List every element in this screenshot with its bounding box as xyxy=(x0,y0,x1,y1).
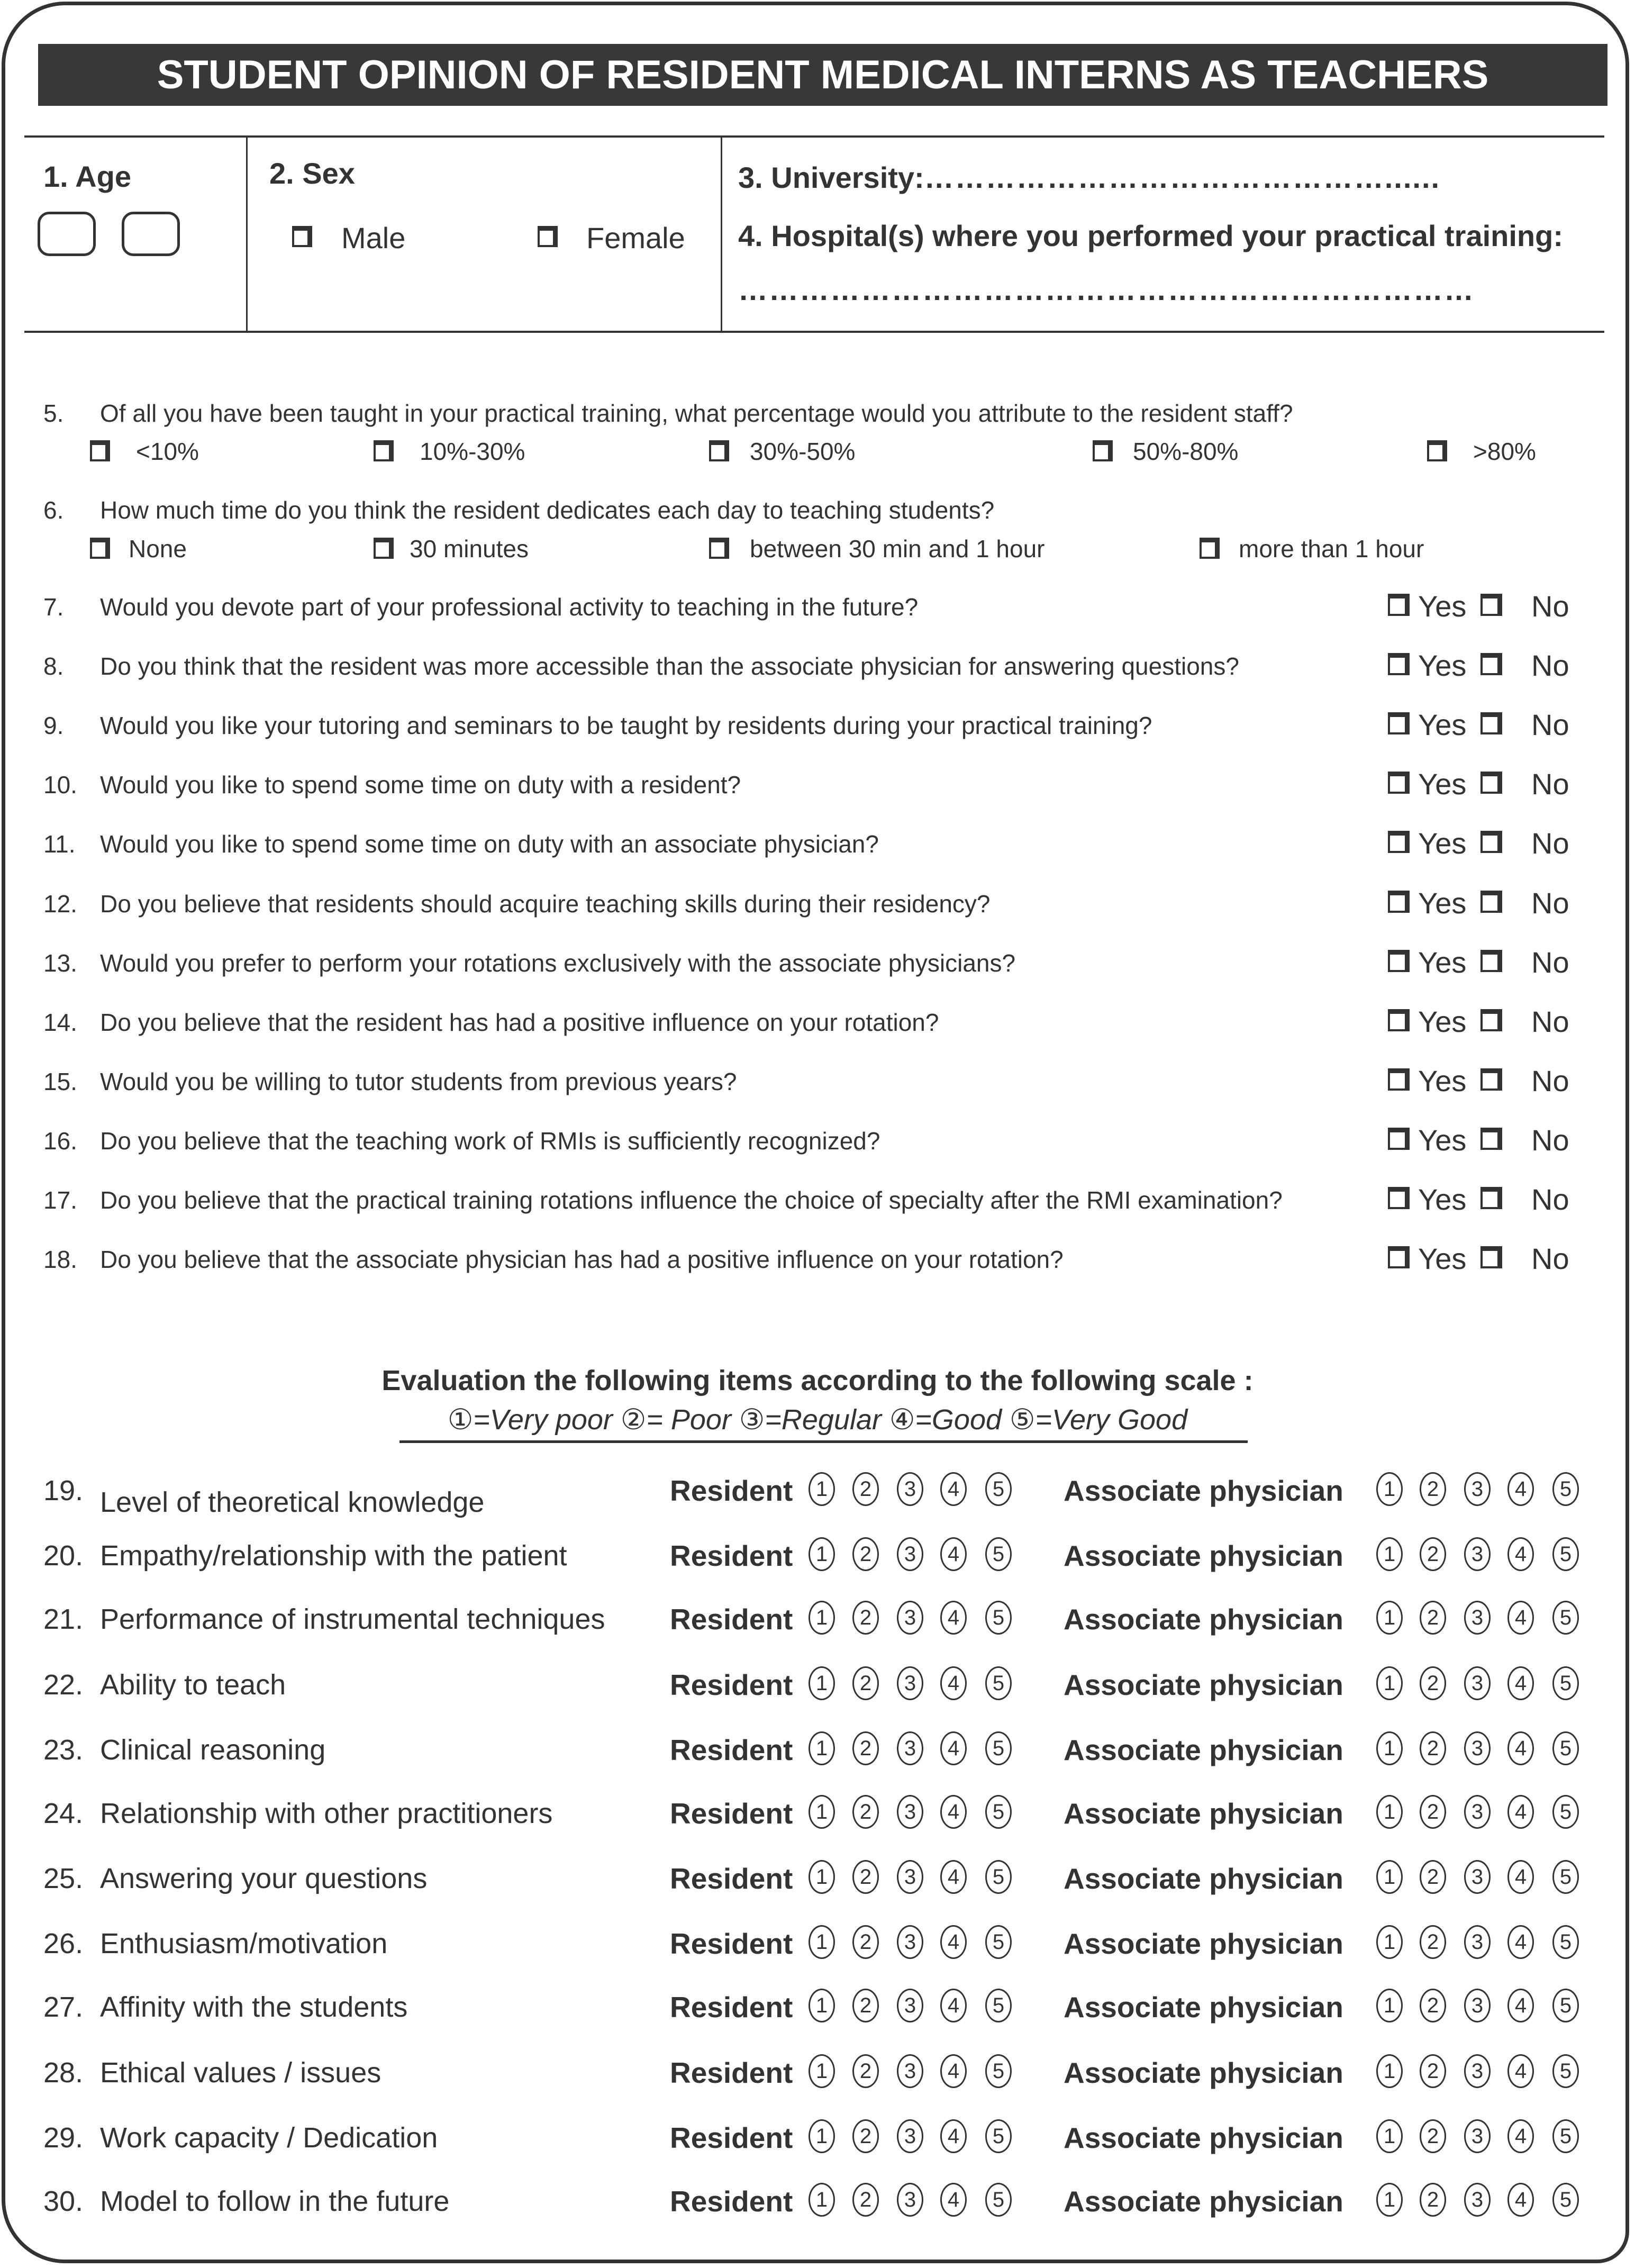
item27-resident-rating-2[interactable]: 2 xyxy=(852,1989,879,2022)
q7-yes-checkbox[interactable] xyxy=(1388,594,1410,616)
item29-associate-label: Associate physician xyxy=(1064,2121,1343,2154)
item20-resident-label: Resident xyxy=(670,1539,793,1572)
item19-associate-rating-1[interactable]: 1 xyxy=(1376,1472,1403,1506)
item30-number: 30. xyxy=(43,2185,84,2217)
q15-no-checkbox[interactable] xyxy=(1480,1068,1502,1091)
item19-resident-rating-4[interactable]: 4 xyxy=(940,1472,967,1506)
item29-text: Work capacity / Dedication xyxy=(100,2122,438,2154)
item19-resident-label: Resident xyxy=(670,1474,793,1507)
q6-option-3-checkbox[interactable] xyxy=(709,538,729,559)
item22-resident-label: Resident xyxy=(670,1668,793,1701)
q16-yes-label: Yes xyxy=(1418,1123,1467,1157)
item28-text: Ethical values / issues xyxy=(100,2057,382,2089)
q6-option-4-label: more than 1 hour xyxy=(1239,535,1424,563)
sex-label: 2. Sex xyxy=(269,157,355,190)
q5-option-3-checkbox[interactable] xyxy=(709,440,729,461)
item23-associate-rating-5[interactable]: 5 xyxy=(1552,1731,1579,1765)
item22-text: Ability to teach xyxy=(100,1669,286,1701)
hospital-label: 4. Hospital(s) where you performed your practical training: xyxy=(738,219,1563,252)
item27-associate-rating-1[interactable]: 1 xyxy=(1376,1989,1403,2022)
q16-no-checkbox[interactable] xyxy=(1480,1128,1502,1150)
q10-yes-checkbox[interactable] xyxy=(1388,772,1410,794)
item26-text: Enthusiasm/motivation xyxy=(100,1928,388,1959)
item21-resident-label: Resident xyxy=(670,1603,793,1636)
item21-text: Performance of instrumental techniques xyxy=(100,1603,605,1635)
item20-associate-rating-1[interactable]: 1 xyxy=(1376,1537,1403,1571)
item29-associate-rating-4[interactable]: 4 xyxy=(1507,2119,1534,2153)
q12-no-label: No xyxy=(1531,886,1569,920)
item20-resident-rating-3[interactable]: 3 xyxy=(897,1537,923,1571)
q9-no-label: No xyxy=(1531,708,1569,741)
item21-resident-rating-4[interactable]: 4 xyxy=(940,1601,967,1635)
q8-no-label: No xyxy=(1531,649,1569,682)
item24-associate-rating-4[interactable]: 4 xyxy=(1507,1795,1534,1829)
item24-associate-rating-3[interactable]: 3 xyxy=(1464,1795,1491,1829)
university-label: 3. University: xyxy=(738,161,924,194)
q13-number: 13. xyxy=(43,949,77,977)
item27-associate-label: Associate physician xyxy=(1064,1991,1343,2024)
item22-resident-rating-5[interactable]: 5 xyxy=(985,1666,1012,1700)
q13-no-checkbox[interactable] xyxy=(1480,950,1502,972)
item29-resident-rating-2[interactable]: 2 xyxy=(852,2119,879,2153)
q8-yes-checkbox[interactable] xyxy=(1388,653,1410,675)
header-divider-1 xyxy=(246,137,248,331)
item26-associate-rating-1[interactable]: 1 xyxy=(1376,1925,1403,1959)
q13-text: Would you prefer to perform your rotations exclusively with the associate physicians? xyxy=(100,949,1016,977)
item25-resident-rating-1[interactable]: 1 xyxy=(809,1860,835,1894)
item22-associate-label: Associate physician xyxy=(1064,1668,1343,1701)
item28-resident-rating-4[interactable]: 4 xyxy=(940,2054,967,2088)
item19-resident-rating-1[interactable]: 1 xyxy=(809,1472,835,1506)
item24-number: 24. xyxy=(43,1798,84,1829)
q6-option-3-label: between 30 min and 1 hour xyxy=(750,535,1045,563)
item21-resident-rating-3[interactable]: 3 xyxy=(897,1601,923,1635)
item29-resident-label: Resident xyxy=(670,2121,793,2154)
item30-associate-rating-4[interactable]: 4 xyxy=(1507,2183,1534,2217)
q5-option-1-checkbox[interactable] xyxy=(90,440,110,461)
item26-resident-rating-1[interactable]: 1 xyxy=(809,1925,835,1959)
item24-resident-rating-3[interactable]: 3 xyxy=(897,1795,923,1829)
item23-associate-rating-4[interactable]: 4 xyxy=(1507,1731,1534,1765)
q10-text: Would you like to spend some time on duty with a resident? xyxy=(100,771,741,799)
q16-number: 16. xyxy=(43,1127,77,1155)
item20-resident-rating-2[interactable]: 2 xyxy=(852,1537,879,1571)
item24-resident-rating-1[interactable]: 1 xyxy=(809,1795,835,1829)
age-digit-1-input[interactable] xyxy=(38,212,96,256)
item22-resident-rating-2[interactable]: 2 xyxy=(852,1666,879,1700)
item19-resident-rating-3[interactable]: 3 xyxy=(897,1472,923,1506)
item28-associate-rating-4[interactable]: 4 xyxy=(1507,2054,1534,2088)
q10-number: 10. xyxy=(43,771,77,799)
item22-number: 22. xyxy=(43,1669,84,1701)
item21-associate-rating-3[interactable]: 3 xyxy=(1464,1601,1491,1635)
item22-resident-rating-1[interactable]: 1 xyxy=(809,1666,835,1700)
item21-associate-label: Associate physician xyxy=(1064,1603,1343,1636)
item30-associate-rating-1[interactable]: 1 xyxy=(1376,2183,1403,2217)
item30-resident-rating-3[interactable]: 3 xyxy=(897,2183,923,2217)
item28-number: 28. xyxy=(43,2057,84,2089)
item26-resident-rating-2[interactable]: 2 xyxy=(852,1925,879,1959)
q5-option-2-checkbox[interactable] xyxy=(374,440,394,461)
item28-resident-rating-1[interactable]: 1 xyxy=(809,2054,835,2088)
item30-resident-rating-2[interactable]: 2 xyxy=(852,2183,879,2217)
item25-number: 25. xyxy=(43,1863,84,1894)
q7-number: 7. xyxy=(43,593,64,621)
hospital-input-leader[interactable]: ……………………………………………………………… xyxy=(738,273,1475,306)
q14-yes-checkbox[interactable] xyxy=(1388,1009,1410,1031)
q6-option-4-checkbox[interactable] xyxy=(1200,538,1220,559)
form-title: STUDENT OPINION OF RESIDENT MEDICAL INTERNS AS TEACHERS xyxy=(38,44,1607,106)
item20-resident-rating-5[interactable]: 5 xyxy=(985,1537,1012,1571)
q6-option-2-label: 30 minutes xyxy=(410,535,529,563)
item28-associate-rating-1[interactable]: 1 xyxy=(1376,2054,1403,2088)
q16-no-label: No xyxy=(1531,1123,1569,1157)
q9-no-checkbox[interactable] xyxy=(1480,712,1502,734)
q17-number: 17. xyxy=(43,1186,77,1214)
item20-associate-rating-4[interactable]: 4 xyxy=(1507,1537,1534,1571)
item19-number: 19. xyxy=(43,1475,84,1507)
item21-associate-rating-2[interactable]: 2 xyxy=(1420,1601,1446,1635)
item27-resident-label: Resident xyxy=(670,1991,793,2024)
q15-number: 15. xyxy=(43,1068,77,1095)
item24-associate-rating-2[interactable]: 2 xyxy=(1420,1795,1446,1829)
item20-associate-rating-5[interactable]: 5 xyxy=(1552,1537,1579,1571)
item29-associate-rating-5[interactable]: 5 xyxy=(1552,2119,1579,2153)
item24-resident-rating-2[interactable]: 2 xyxy=(852,1795,879,1829)
q13-yes-label: Yes xyxy=(1418,946,1467,979)
item28-resident-rating-5[interactable]: 5 xyxy=(985,2054,1012,2088)
q10-no-checkbox[interactable] xyxy=(1480,772,1502,794)
item27-text: Affinity with the students xyxy=(100,1991,408,2023)
q9-yes-label: Yes xyxy=(1418,708,1467,741)
item26-associate-rating-3[interactable]: 3 xyxy=(1464,1925,1491,1959)
item26-associate-rating-2[interactable]: 2 xyxy=(1420,1925,1446,1959)
q8-text: Do you think that the resident was more accessible than the associate physician for answering questions? xyxy=(100,652,1239,680)
item30-associate-rating-5[interactable]: 5 xyxy=(1552,2183,1579,2217)
item26-resident-rating-3[interactable]: 3 xyxy=(897,1925,923,1959)
q15-yes-label: Yes xyxy=(1418,1064,1467,1097)
item27-associate-rating-3[interactable]: 3 xyxy=(1464,1989,1491,2022)
q10-yes-label: Yes xyxy=(1418,767,1467,801)
q11-yes-label: Yes xyxy=(1418,827,1467,860)
item29-resident-rating-4[interactable]: 4 xyxy=(940,2119,967,2153)
item27-associate-rating-5[interactable]: 5 xyxy=(1552,1989,1579,2022)
university-leader: ………………………………………...... xyxy=(924,161,1441,194)
item24-associate-rating-1[interactable]: 1 xyxy=(1376,1795,1403,1829)
item21-associate-rating-5[interactable]: 5 xyxy=(1552,1601,1579,1635)
q11-no-checkbox[interactable] xyxy=(1480,831,1502,853)
q16-yes-checkbox[interactable] xyxy=(1388,1128,1410,1150)
q18-text: Do you believe that the associate physician has had a positive influence on your rotation? xyxy=(100,1246,1064,1273)
item25-associate-rating-1[interactable]: 1 xyxy=(1376,1860,1403,1894)
q5-number: 5. xyxy=(43,400,64,427)
item23-resident-rating-3[interactable]: 3 xyxy=(897,1731,923,1765)
item29-associate-rating-2[interactable]: 2 xyxy=(1420,2119,1446,2153)
item25-text: Answering your questions xyxy=(100,1863,428,1894)
item21-resident-rating-1[interactable]: 1 xyxy=(809,1601,835,1635)
q14-no-checkbox[interactable] xyxy=(1480,1009,1502,1031)
q14-no-label: No xyxy=(1531,1005,1569,1038)
item26-number: 26. xyxy=(43,1928,84,1959)
q7-text: Would you devote part of your professional activity to teaching in the future? xyxy=(100,593,919,621)
evaluation-heading: Evaluation the following items according to the following scale : xyxy=(382,1365,1254,1396)
age-digit-2-input[interactable] xyxy=(122,212,180,256)
item23-associate-rating-1[interactable]: 1 xyxy=(1376,1731,1403,1765)
item26-associate-rating-5[interactable]: 5 xyxy=(1552,1925,1579,1959)
q12-text: Do you believe that residents should acquire teaching skills during their residency? xyxy=(100,890,991,918)
item22-associate-rating-5[interactable]: 5 xyxy=(1552,1666,1579,1700)
item24-associate-rating-5[interactable]: 5 xyxy=(1552,1795,1579,1829)
item25-resident-rating-2[interactable]: 2 xyxy=(852,1860,879,1894)
item19-resident-rating-2[interactable]: 2 xyxy=(852,1472,879,1506)
q11-no-label: No xyxy=(1531,827,1569,860)
q5-option-4-checkbox[interactable] xyxy=(1093,440,1113,461)
item23-resident-rating-1[interactable]: 1 xyxy=(809,1731,835,1765)
item29-resident-rating-1[interactable]: 1 xyxy=(809,2119,835,2153)
item21-number: 21. xyxy=(43,1603,84,1635)
item28-associate-rating-2[interactable]: 2 xyxy=(1420,2054,1446,2088)
item29-associate-rating-1[interactable]: 1 xyxy=(1376,2119,1403,2153)
item20-associate-rating-2[interactable]: 2 xyxy=(1420,1537,1446,1571)
item25-resident-rating-5[interactable]: 5 xyxy=(985,1860,1012,1894)
q13-yes-checkbox[interactable] xyxy=(1388,950,1410,972)
q11-yes-checkbox[interactable] xyxy=(1388,831,1410,853)
item23-number: 23. xyxy=(43,1734,84,1766)
q16-text: Do you believe that the teaching work of RMIs is sufficiently recognized? xyxy=(100,1127,880,1155)
item30-associate-label: Associate physician xyxy=(1064,2185,1343,2218)
item25-resident-label: Resident xyxy=(670,1862,793,1895)
item27-resident-rating-4[interactable]: 4 xyxy=(940,1989,967,2022)
age-label: 1. Age xyxy=(43,160,131,193)
item29-number: 29. xyxy=(43,2122,84,2154)
item19-associate-rating-2[interactable]: 2 xyxy=(1420,1472,1446,1506)
q15-yes-checkbox[interactable] xyxy=(1388,1068,1410,1091)
item19-associate-rating-5[interactable]: 5 xyxy=(1552,1472,1579,1506)
q12-yes-checkbox[interactable] xyxy=(1388,891,1410,913)
q12-number: 12. xyxy=(43,890,77,918)
q6-option-1-label: None xyxy=(129,535,187,563)
q17-no-label: No xyxy=(1531,1183,1569,1216)
q14-number: 14. xyxy=(43,1009,77,1036)
q9-yes-checkbox[interactable] xyxy=(1388,712,1410,734)
item27-associate-rating-2[interactable]: 2 xyxy=(1420,1989,1446,2022)
q11-text: Would you like to spend some time on duty with an associate physician? xyxy=(100,830,879,858)
q6-number: 6. xyxy=(43,496,64,524)
item22-associate-rating-2[interactable]: 2 xyxy=(1420,1666,1446,1700)
q18-yes-label: Yes xyxy=(1418,1242,1467,1275)
item30-resident-rating-1[interactable]: 1 xyxy=(809,2183,835,2217)
item30-resident-rating-5[interactable]: 5 xyxy=(985,2183,1012,2217)
item26-resident-rating-5[interactable]: 5 xyxy=(985,1925,1012,1959)
item23-resident-rating-2[interactable]: 2 xyxy=(852,1731,879,1765)
q14-yes-label: Yes xyxy=(1418,1005,1467,1038)
q18-yes-checkbox[interactable] xyxy=(1388,1246,1410,1268)
item30-associate-rating-2[interactable]: 2 xyxy=(1420,2183,1446,2217)
sex-female-label: Female xyxy=(586,221,685,255)
q11-number: 11. xyxy=(43,830,76,858)
item25-associate-rating-3[interactable]: 3 xyxy=(1464,1860,1491,1894)
item30-resident-label: Resident xyxy=(670,2185,793,2218)
q17-no-checkbox[interactable] xyxy=(1480,1187,1502,1209)
item22-associate-rating-1[interactable]: 1 xyxy=(1376,1666,1403,1700)
item28-resident-label: Resident xyxy=(670,2056,793,2089)
item25-associate-rating-5[interactable]: 5 xyxy=(1552,1860,1579,1894)
q13-no-label: No xyxy=(1531,946,1569,979)
item30-text: Model to follow in the future xyxy=(100,2185,450,2217)
q15-no-label: No xyxy=(1531,1064,1569,1097)
item24-resident-label: Resident xyxy=(670,1797,793,1830)
item19-associate-label: Associate physician xyxy=(1064,1474,1343,1507)
q6-text: How much time do you think the resident dedicates each day to teaching students? xyxy=(100,496,995,524)
item20-associate-rating-3[interactable]: 3 xyxy=(1464,1537,1491,1571)
item26-resident-label: Resident xyxy=(670,1927,793,1960)
item26-associate-rating-4[interactable]: 4 xyxy=(1507,1925,1534,1959)
item21-resident-rating-2[interactable]: 2 xyxy=(852,1601,879,1635)
item29-associate-rating-3[interactable]: 3 xyxy=(1464,2119,1491,2153)
item20-resident-rating-4[interactable]: 4 xyxy=(940,1537,967,1571)
item27-resident-rating-3[interactable]: 3 xyxy=(897,1989,923,2022)
header-bottom-rule xyxy=(24,331,1604,333)
item30-resident-rating-4[interactable]: 4 xyxy=(940,2183,967,2217)
item21-associate-rating-4[interactable]: 4 xyxy=(1507,1601,1534,1635)
item20-text: Empathy/relationship with the patient xyxy=(100,1540,567,1572)
item27-associate-rating-4[interactable]: 4 xyxy=(1507,1989,1534,2022)
q12-yes-label: Yes xyxy=(1418,886,1467,920)
q7-no-label: No xyxy=(1531,589,1569,623)
item20-resident-rating-1[interactable]: 1 xyxy=(809,1537,835,1571)
item19-associate-rating-4[interactable]: 4 xyxy=(1507,1472,1534,1506)
q8-no-checkbox[interactable] xyxy=(1480,653,1502,675)
scale-legend: ①=Very poor ②= Poor ③=Regular ④=Good ⑤=Very Good xyxy=(447,1404,1188,1436)
q18-no-label: No xyxy=(1531,1242,1569,1275)
item28-associate-label: Associate physician xyxy=(1064,2056,1343,2089)
q5-option-1-label: <10% xyxy=(136,438,199,465)
item19-text: Level of theoretical knowledge xyxy=(100,1486,485,1518)
item23-resident-rating-5[interactable]: 5 xyxy=(985,1731,1012,1765)
item28-associate-rating-3[interactable]: 3 xyxy=(1464,2054,1491,2088)
q5-option-5-label: >80% xyxy=(1473,438,1536,465)
item26-resident-rating-4[interactable]: 4 xyxy=(940,1925,967,1959)
item27-resident-rating-5[interactable]: 5 xyxy=(985,1989,1012,2022)
item24-resident-rating-5[interactable]: 5 xyxy=(985,1795,1012,1829)
item25-associate-rating-2[interactable]: 2 xyxy=(1420,1860,1446,1894)
q6-option-1-checkbox[interactable] xyxy=(90,538,110,559)
q5-option-5-checkbox[interactable] xyxy=(1427,440,1447,461)
q5-option-2-label: 10%-30% xyxy=(420,438,525,465)
sex-male-checkbox[interactable] xyxy=(292,226,312,247)
sex-female-checkbox[interactable] xyxy=(538,226,558,247)
item25-associate-rating-4[interactable]: 4 xyxy=(1507,1860,1534,1894)
item23-associate-rating-2[interactable]: 2 xyxy=(1420,1731,1446,1765)
item25-resident-rating-4[interactable]: 4 xyxy=(940,1860,967,1894)
q7-yes-label: Yes xyxy=(1418,589,1467,623)
q17-text: Do you believe that the practical training rotations influence the choice of specialty after the RMI examination? xyxy=(100,1186,1283,1214)
item27-resident-rating-1[interactable]: 1 xyxy=(809,1989,835,2022)
q14-text: Do you believe that the resident has had a positive influence on your rotation? xyxy=(100,1009,939,1036)
university-field[interactable] xyxy=(738,163,1440,193)
item23-associate-label: Associate physician xyxy=(1064,1734,1343,1766)
item22-associate-rating-3[interactable]: 3 xyxy=(1464,1666,1491,1700)
item29-resident-rating-5[interactable]: 5 xyxy=(985,2119,1012,2153)
q15-text: Would you be willing to tutor students from previous years? xyxy=(100,1068,737,1095)
item25-associate-label: Associate physician xyxy=(1064,1862,1343,1895)
q9-number: 9. xyxy=(43,712,64,739)
q17-yes-label: Yes xyxy=(1418,1183,1467,1216)
item26-associate-label: Associate physician xyxy=(1064,1927,1343,1960)
item24-text: Relationship with other practitioners xyxy=(100,1798,553,1829)
q8-number: 8. xyxy=(43,652,64,680)
q7-no-checkbox[interactable] xyxy=(1480,594,1502,616)
item30-associate-rating-3[interactable]: 3 xyxy=(1464,2183,1491,2217)
q6-option-2-checkbox[interactable] xyxy=(374,538,394,559)
item20-associate-label: Associate physician xyxy=(1064,1539,1343,1572)
item27-number: 27. xyxy=(43,1991,84,2023)
q12-no-checkbox[interactable] xyxy=(1480,891,1502,913)
item24-associate-label: Associate physician xyxy=(1064,1797,1343,1830)
q9-text: Would you like your tutoring and seminars to be taught by residents during your practical training? xyxy=(100,712,1152,739)
q5-option-3-label: 30%-50% xyxy=(750,438,856,465)
q18-number: 18. xyxy=(43,1246,77,1273)
item24-resident-rating-4[interactable]: 4 xyxy=(940,1795,967,1829)
item28-resident-rating-2[interactable]: 2 xyxy=(852,2054,879,2088)
q8-yes-label: Yes xyxy=(1418,649,1467,682)
item22-resident-rating-3[interactable]: 3 xyxy=(897,1666,923,1700)
q18-no-checkbox[interactable] xyxy=(1480,1246,1502,1268)
item23-resident-label: Resident xyxy=(670,1734,793,1766)
q5-text: Of all you have been taught in your practical training, what percentage would you attribute to the resident staff? xyxy=(100,400,1293,427)
q17-yes-checkbox[interactable] xyxy=(1388,1187,1410,1209)
item21-resident-rating-5[interactable]: 5 xyxy=(985,1601,1012,1635)
sex-male-label: Male xyxy=(341,221,406,255)
item23-resident-rating-4[interactable]: 4 xyxy=(940,1731,967,1765)
q5-option-4-label: 50%-80% xyxy=(1133,438,1239,465)
item19-associate-rating-3[interactable]: 3 xyxy=(1464,1472,1491,1506)
item21-associate-rating-1[interactable]: 1 xyxy=(1376,1601,1403,1635)
header-divider-2 xyxy=(721,137,722,331)
item29-resident-rating-3[interactable]: 3 xyxy=(897,2119,923,2153)
item22-associate-rating-4[interactable]: 4 xyxy=(1507,1666,1534,1700)
item22-resident-rating-4[interactable]: 4 xyxy=(940,1666,967,1700)
q10-no-label: No xyxy=(1531,767,1569,801)
header-top-rule xyxy=(24,135,1604,138)
item23-associate-rating-3[interactable]: 3 xyxy=(1464,1731,1491,1765)
item20-number: 20. xyxy=(43,1540,84,1572)
item23-text: Clinical reasoning xyxy=(100,1734,326,1766)
item28-resident-rating-3[interactable]: 3 xyxy=(897,2054,923,2088)
item19-resident-rating-5[interactable]: 5 xyxy=(985,1472,1012,1506)
item28-associate-rating-5[interactable]: 5 xyxy=(1552,2054,1579,2088)
scale-underline xyxy=(399,1440,1248,1443)
item25-resident-rating-3[interactable]: 3 xyxy=(897,1860,923,1894)
